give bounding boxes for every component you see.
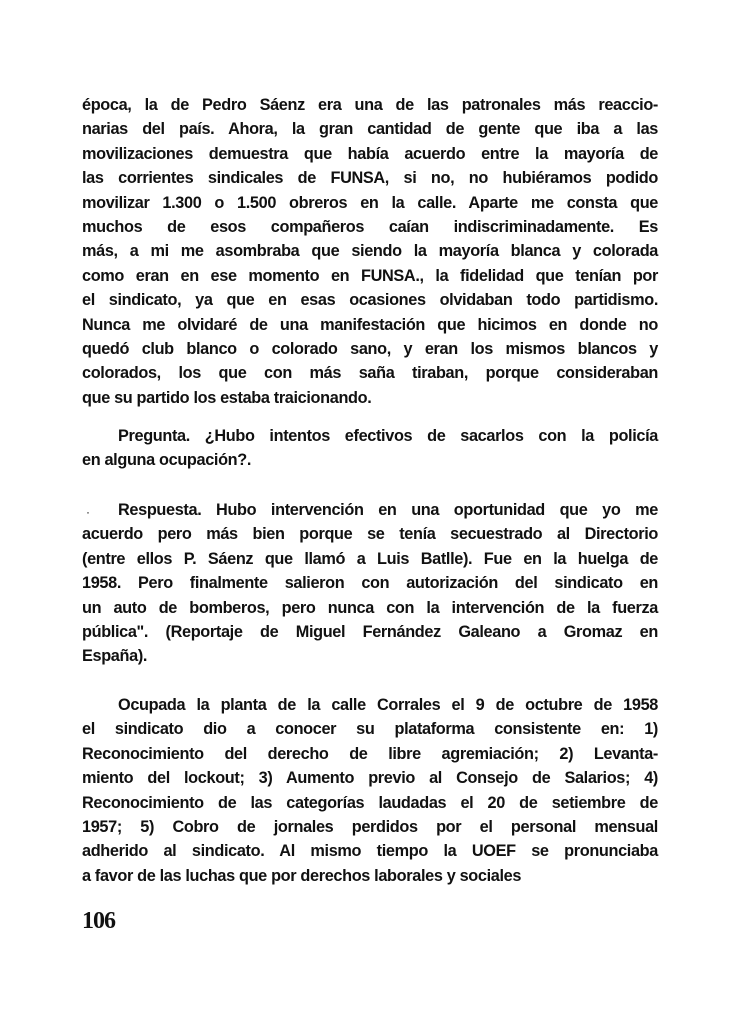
text-line: movilizar 1.300 o 1.500 obreros en la calle. Aparte me consta que [82, 193, 658, 212]
text-line: colorados, los que con más saña tiraban, porque consideraban [82, 364, 658, 383]
text-line: un auto de bomberos, pero nunca con la intervención de la fuerza [82, 598, 658, 617]
text-line: muchos de esos compañeros caían indiscriminadamente. Es [82, 217, 658, 236]
text-line: pública". (Reportaje de Miguel Fernández Galeano a Gromaz en [82, 622, 658, 641]
text-line: las corrientes sindicales de FUNSA, si no, no hubiéramos podido [82, 169, 658, 188]
text-line: Ocupada la planta de la calle Corrales el 9 de octubre de 1958 [118, 696, 658, 714]
text-line: España). [82, 647, 148, 666]
text-line: Reconocimiento de las categorías laudadas el 20 de setiembre de [82, 793, 658, 812]
stray-mark: · [86, 505, 90, 519]
text-line: 1958. Pero finalmente salieron con autorización del sindicato en [82, 574, 658, 593]
paragraph-question [82, 424, 658, 473]
text-line: (entre ellos P. Sáenz que llamó a Luis Batlle). Fue en la huelga de [82, 549, 658, 568]
text-line: narias del país. Ahora, la gran cantidad de gente que iba a las [82, 120, 658, 139]
text-line: Reconocimiento del derecho de libre agremiación; 2) Levanta- [82, 744, 658, 763]
text-line: más, a mi me asombraba que siendo la mayoría blanca y colorada [82, 242, 658, 261]
text-line: Respuesta. Hubo intervención en una oportunidad que yo me [118, 501, 658, 519]
paragraph-interview-answer-continued [82, 93, 658, 410]
paragraph-answer [82, 498, 658, 669]
text-line: Pregunta. ¿Hubo intentos efectivos de sacarlos con la policía [118, 427, 658, 445]
text-line: movilizaciones demuestra que había acuerdo entre la mayoría de [82, 144, 658, 163]
text-line: como eran en ese momento en FUNSA., la fidelidad que tenían por [82, 266, 658, 285]
text-line: el sindicato dio a conocer su plataforma consistente en: 1) [82, 720, 658, 739]
text-line: Nunca me olvidaré de una manifestación que hicimos en donde no [82, 315, 658, 334]
text-line: acuerdo pero más bien porque se tenía secuestrado al Directorio [82, 525, 658, 544]
text-line: miento del lockout; 3) Aumento previo al Consejo de Salarios; 4) [82, 769, 658, 788]
text-line: a favor de las luchas que por derechos laborales y sociales [82, 866, 522, 885]
text-line: adherido al sindicato. Al mismo tiempo la UOEF se pronunciaba [82, 842, 658, 861]
page-number: 106 [82, 908, 115, 934]
text-line: que su partido los estaba traicionando. [82, 388, 372, 407]
text-line: en alguna ocupación?. [82, 451, 252, 470]
text-line: época, la de Pedro Sáenz era una de las patronales más reaccio- [82, 96, 658, 114]
text-line: quedó club blanco o colorado sano, y eran los mismos blancos y [82, 339, 658, 358]
text-line: 1957; 5) Cobro de jornales perdidos por el personal mensual [82, 817, 658, 836]
text-line: el sindicato, ya que en esas ocasiones olvidaban todo partidismo. [82, 291, 658, 310]
paragraph-narrative [82, 693, 658, 888]
